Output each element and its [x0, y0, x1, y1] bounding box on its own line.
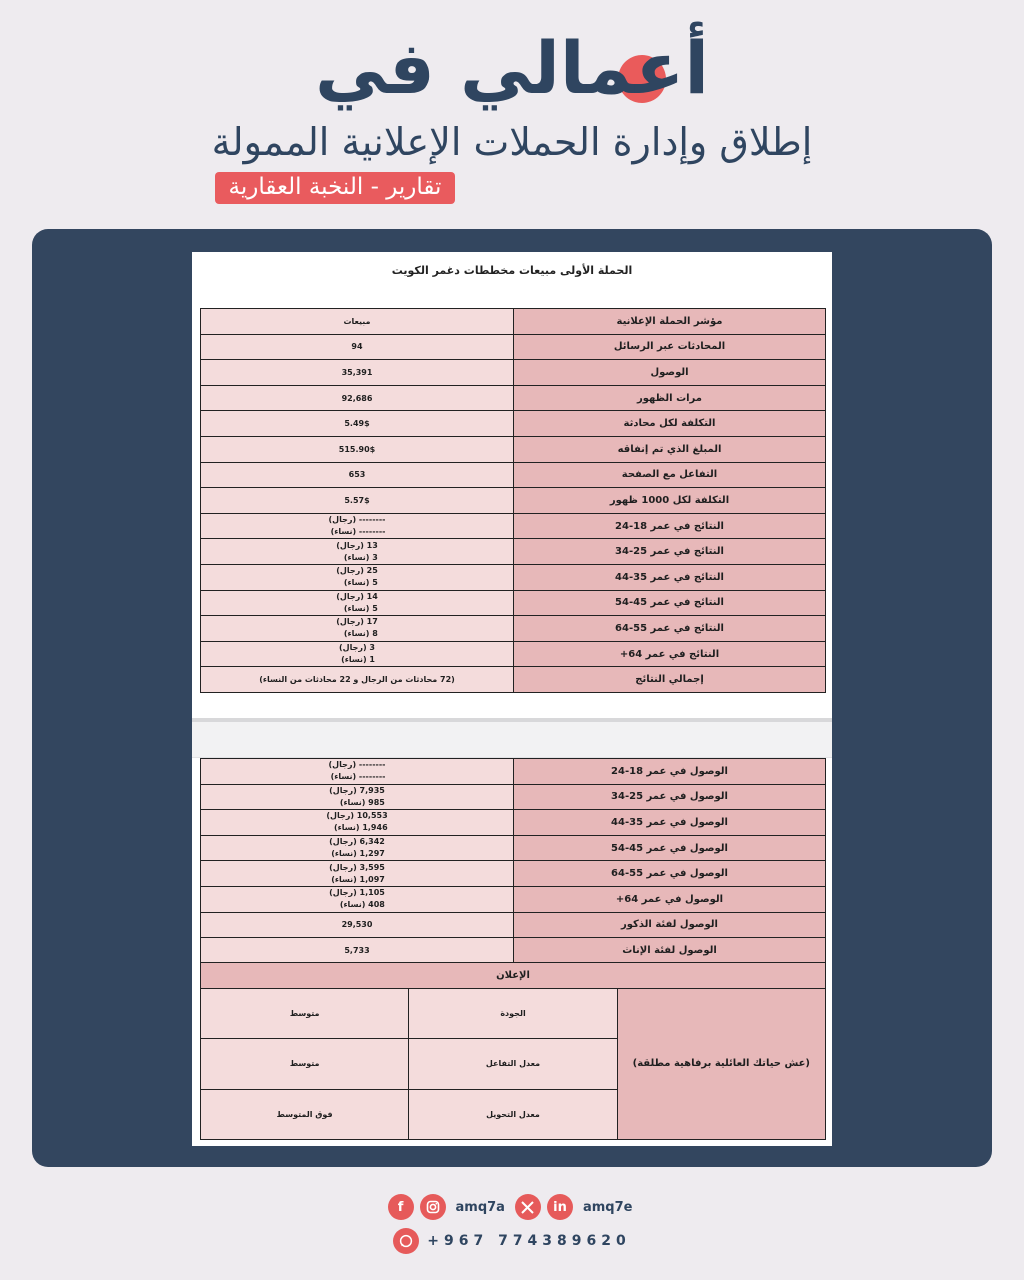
table-row [201, 360, 826, 386]
facebook-icon[interactable]: f [388, 1194, 414, 1220]
value-line: 5 (نساء) [343, 603, 378, 613]
table-row [201, 938, 826, 964]
table-row [201, 759, 826, 785]
metric-label: التفاعل مع الصفحة [514, 462, 826, 488]
value-line: 985 (نساء) [339, 797, 385, 807]
metric-label: النتائج في عمر 55-64 [514, 616, 826, 642]
metric-label: الوصول [514, 360, 826, 386]
reach-label: الوصول في عمر 55-64 [514, 861, 826, 887]
value-line: 5 (نساء) [343, 578, 378, 588]
reach-label: الوصول لفئة الإناث [514, 938, 826, 964]
table-row [201, 334, 826, 360]
social-row [0, 1194, 1024, 1220]
reach-label: الوصول لفئة الذكور [514, 912, 826, 938]
value-line: 3,595 (رجال) [329, 862, 385, 872]
reach-label: الوصول في عمر 64+ [514, 886, 826, 912]
reach-value [201, 759, 514, 785]
value-line: 8 (نساء) [343, 629, 378, 639]
split-value [336, 565, 378, 589]
table-row [201, 385, 826, 411]
x-icon[interactable] [515, 1194, 541, 1220]
metric-value: 94 [201, 334, 514, 360]
metric-label-conversion: معدل التحويل [409, 1089, 617, 1140]
metric-label-quality: الجودة [409, 988, 617, 1039]
reach-label: الوصول في عمر 35-44 [514, 810, 826, 836]
metric-value [201, 539, 514, 565]
table-row [201, 462, 826, 488]
metric-label: المبلغ الذي تم إنفاقه [514, 436, 826, 462]
split-value [329, 785, 385, 809]
value-line: 25 (رجال) [336, 566, 378, 576]
metric-value: مبيعات [201, 309, 514, 335]
table-row [201, 488, 826, 514]
value-line: -------- (رجال) [328, 760, 386, 770]
report-tag: تقارير - النخبة العقارية [215, 172, 455, 204]
split-value [329, 759, 386, 783]
reach-value [201, 784, 514, 810]
linkedin-icon[interactable]: in [547, 1194, 573, 1220]
reach-value [201, 835, 514, 861]
table-row [201, 912, 826, 938]
instagram-icon[interactable] [420, 1194, 446, 1220]
metric-label: مؤشر الحملة الإعلانية [514, 309, 826, 335]
metric-label: النتائج في عمر 45-54 [514, 590, 826, 616]
value-line: 13 (رجال) [336, 540, 378, 550]
contact-row [0, 1228, 1024, 1254]
metric-value: 92,686 [201, 385, 514, 411]
value-line: 6,342 (رجال) [329, 837, 385, 847]
table-row [201, 667, 826, 693]
metric-value [201, 513, 514, 539]
metric-value [201, 641, 514, 667]
metric-value: 5.57$ [201, 488, 514, 514]
table-row [201, 411, 826, 437]
metric-value: 515.90$ [201, 436, 514, 462]
reach-label: الوصول في عمر 25-34 [514, 784, 826, 810]
metric-label: النتائج في عمر 64+ [514, 641, 826, 667]
reach-value: 29,530 [201, 912, 514, 938]
document-title: الحملة الأولى مبيعات مخططات دغمر الكويت [391, 264, 633, 277]
table-row [201, 513, 826, 539]
table-row [201, 539, 826, 565]
split-value [339, 642, 375, 666]
reach-value: 5,733 [201, 938, 514, 964]
table-row [201, 835, 826, 861]
ad-header: الإعلان [201, 963, 826, 989]
table-row [201, 641, 826, 667]
handle-instagram[interactable]: amq7a [455, 1199, 505, 1215]
reach-value [201, 886, 514, 912]
metric-label: النتائج في عمر 35-44 [514, 564, 826, 590]
metric-label: إجمالي النتائج [514, 667, 826, 693]
metric-value: 5.49$ [201, 411, 514, 437]
phone-number[interactable]: +967 774389620 [427, 1233, 631, 1249]
campaign-metrics-table [200, 308, 826, 693]
metric-label: التكلفة لكل 1000 ظهور [514, 488, 826, 514]
metric-label: النتائج في عمر 25-34 [514, 539, 826, 565]
value-line: 14 (رجال) [336, 591, 378, 601]
split-value [329, 514, 386, 538]
metric-value: 35,391 [201, 360, 514, 386]
split-value [336, 616, 378, 640]
table-row [201, 886, 826, 912]
split-value [326, 810, 387, 834]
value-line: 1,946 (نساء) [333, 823, 388, 833]
value-line: 10,553 (رجال) [326, 811, 388, 821]
metric-value: 653 [201, 462, 514, 488]
value-line: 1,105 (رجال) [329, 888, 385, 898]
table-row [201, 590, 826, 616]
table-row [201, 810, 826, 836]
split-value [336, 591, 378, 615]
value-line: -------- (نساء) [330, 527, 386, 537]
split-value [336, 540, 378, 564]
metric-label: النتائج في عمر 18-24 [514, 513, 826, 539]
reach-value [201, 810, 514, 836]
report-sheet [192, 252, 832, 1146]
value-line: 408 (نساء) [339, 900, 385, 910]
metric-label: التكلفة لكل محادثة [514, 411, 826, 437]
split-value [329, 862, 385, 886]
reach-label: الوصول في عمر 45-54 [514, 835, 826, 861]
metric-value [201, 590, 514, 616]
metric-label: مرات الظهور [514, 385, 826, 411]
value-line: 1,297 (نساء) [331, 849, 385, 859]
split-value [329, 887, 385, 911]
table-row [201, 861, 826, 887]
value-line: 3 (نساء) [343, 552, 378, 562]
reach-by-age-table [200, 758, 826, 964]
reach-label: الوصول في عمر 18-24 [514, 759, 826, 785]
metric-value-engagement: متوسط [201, 1039, 409, 1090]
table-row [201, 436, 826, 462]
metric-value [201, 616, 514, 642]
value-line: -------- (نساء) [330, 772, 386, 782]
value-line: -------- (رجال) [328, 515, 386, 525]
value-line: 1 (نساء) [341, 655, 375, 665]
split-value [329, 836, 385, 860]
whatsapp-icon[interactable] [393, 1228, 419, 1254]
metric-label: المحادثات عبر الرسائل [514, 334, 826, 360]
ad-name: (عش حياتك العائلية برفاهية مطلقة) [617, 988, 825, 1140]
page-title: أعمالي في [314, 26, 710, 110]
metric-value-quality: متوسط [201, 988, 409, 1039]
table-row [201, 309, 826, 335]
ad-table [200, 962, 826, 1140]
page-subtitle: إطلاق وإدارة الحملات الإعلانية الممولة [211, 120, 813, 164]
value-line: 17 (رجال) [336, 617, 378, 627]
value-line: 7,935 (رجال) [329, 785, 385, 795]
value-line: 1,097 (نساء) [331, 874, 385, 884]
reach-value [201, 861, 514, 887]
handle-linkedin[interactable]: amq7e [582, 1199, 633, 1215]
table-row [201, 564, 826, 590]
metric-value: (72 محادثات من الرجال و 22 محادثات من النساء) [201, 667, 514, 693]
metric-label-engagement: معدل التفاعل [409, 1039, 617, 1090]
value-line: 3 (رجال) [339, 643, 375, 653]
table-row [201, 616, 826, 642]
metric-value [201, 564, 514, 590]
table-row [201, 784, 826, 810]
page-break [192, 718, 832, 758]
metric-value-conversion: فوق المتوسط [201, 1089, 409, 1140]
